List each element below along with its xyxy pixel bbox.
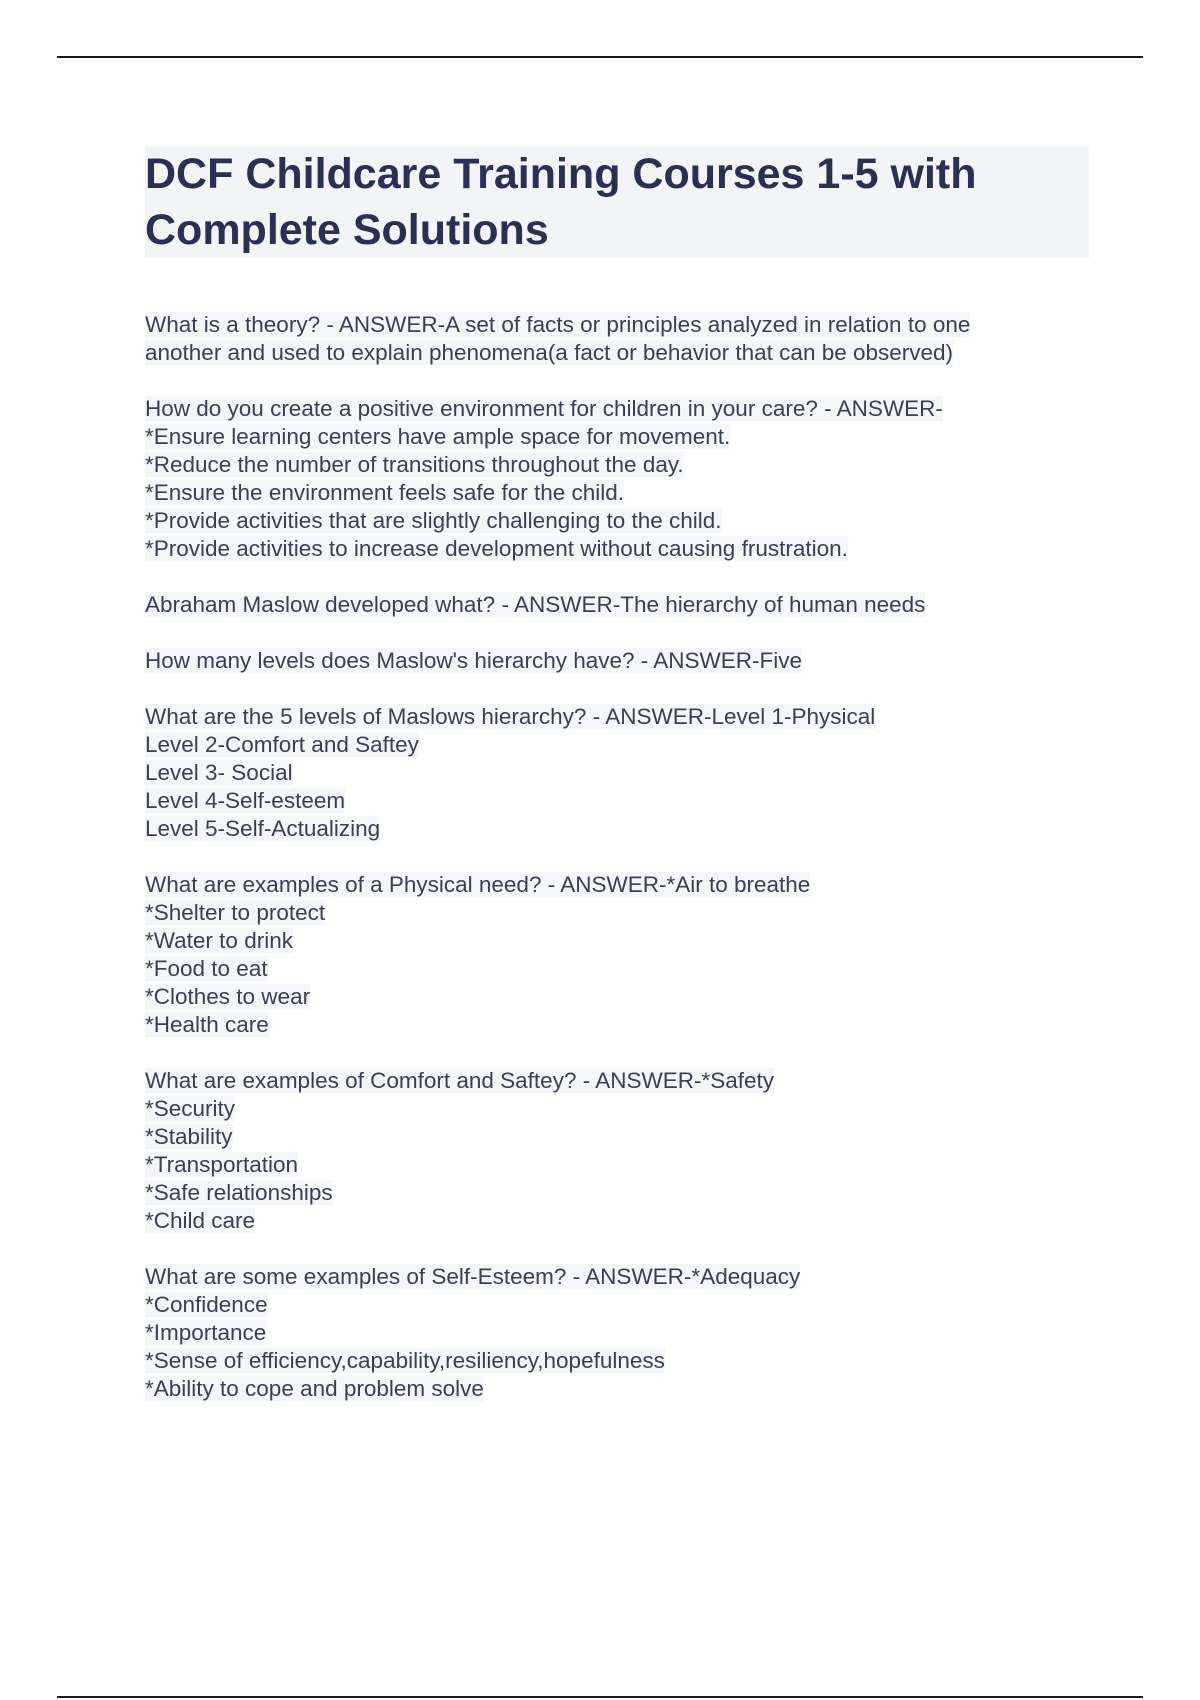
document-title-line-2: Complete Solutions bbox=[145, 206, 549, 254]
qa-line-text: Level 3- Social bbox=[145, 760, 293, 785]
header-rule bbox=[57, 56, 1143, 58]
qa-line-text: *Sense of efficiency,capability,resiliency,hopefulness bbox=[145, 1348, 665, 1373]
qa-item bbox=[145, 591, 1075, 619]
footer-rule bbox=[57, 1696, 1143, 1698]
qa-line-text: Level 5-Self-Actualizing bbox=[145, 816, 381, 841]
qa-answer-line bbox=[145, 731, 1075, 759]
qa-item bbox=[145, 871, 1075, 1039]
qa-answer-line bbox=[145, 787, 1075, 815]
qa-answer-line bbox=[145, 1123, 1075, 1151]
qa-line-text: *Water to drink bbox=[145, 928, 293, 953]
qa-question-line bbox=[145, 395, 1075, 423]
qa-answer-line bbox=[145, 1347, 1075, 1375]
qa-list bbox=[145, 311, 1075, 1431]
qa-question-line bbox=[145, 703, 1075, 731]
qa-item bbox=[145, 1263, 1075, 1403]
qa-line-text: *Food to eat bbox=[145, 956, 268, 981]
document-title bbox=[145, 146, 1089, 258]
qa-line-text: *Transportation bbox=[145, 1152, 298, 1177]
qa-line-text: *Provide activities to increase development without causing frustration. bbox=[145, 536, 848, 561]
qa-line-text: How do you create a positive environment for children in your care? - ANSWER- bbox=[145, 396, 943, 421]
qa-question-line bbox=[145, 647, 1075, 675]
qa-answer-line bbox=[145, 927, 1075, 955]
qa-line-text: What are the 5 levels of Maslows hierarchy? - ANSWER-Level 1-Physical bbox=[145, 704, 876, 729]
qa-answer-line bbox=[145, 535, 1075, 563]
qa-line-text: How many levels does Maslow's hierarchy have? - ANSWER-Five bbox=[145, 648, 803, 673]
qa-answer-line bbox=[145, 451, 1075, 479]
qa-line-text: *Clothes to wear bbox=[145, 984, 311, 1009]
qa-answer-line bbox=[145, 339, 1075, 367]
qa-question-line bbox=[145, 1263, 1075, 1291]
qa-line-text: *Importance bbox=[145, 1320, 267, 1345]
qa-line-text: *Ensure the environment feels safe for the child. bbox=[145, 480, 625, 505]
qa-answer-line bbox=[145, 899, 1075, 927]
qa-line-text: Level 4-Self-esteem bbox=[145, 788, 346, 813]
qa-answer-line bbox=[145, 815, 1075, 843]
document-title-line-1: DCF Childcare Training Courses 1-5 with bbox=[145, 150, 977, 198]
qa-answer-line bbox=[145, 1151, 1075, 1179]
qa-item bbox=[145, 311, 1075, 367]
qa-line-text: What is a theory? - ANSWER-A set of facts or principles analyzed in relation to one bbox=[145, 312, 971, 337]
qa-question-line bbox=[145, 1067, 1075, 1095]
qa-item bbox=[145, 1067, 1075, 1235]
qa-question-line bbox=[145, 311, 1075, 339]
qa-line-text: *Safe relationships bbox=[145, 1180, 333, 1205]
qa-answer-line bbox=[145, 1375, 1075, 1403]
qa-line-text: *Ability to cope and problem solve bbox=[145, 1376, 484, 1401]
qa-answer-line bbox=[145, 1011, 1075, 1039]
qa-line-text: another and used to explain phenomena(a fact or behavior that can be observed) bbox=[145, 340, 954, 365]
qa-question-line bbox=[145, 871, 1075, 899]
qa-answer-line bbox=[145, 759, 1075, 787]
qa-item bbox=[145, 395, 1075, 563]
qa-line-text: *Stability bbox=[145, 1124, 233, 1149]
qa-answer-line bbox=[145, 1291, 1075, 1319]
qa-answer-line bbox=[145, 1179, 1075, 1207]
qa-answer-line bbox=[145, 423, 1075, 451]
qa-answer-line bbox=[145, 1207, 1075, 1235]
qa-line-text: *Security bbox=[145, 1096, 236, 1121]
qa-line-text: *Ensure learning centers have ample space for movement. bbox=[145, 424, 731, 449]
qa-line-text: *Reduce the number of transitions throughout the day. bbox=[145, 452, 684, 477]
qa-line-text: What are some examples of Self-Esteem? - ANSWER-*Adequacy bbox=[145, 1264, 801, 1289]
qa-answer-line bbox=[145, 507, 1075, 535]
qa-line-text: *Provide activities that are slightly challenging to the child. bbox=[145, 508, 722, 533]
qa-answer-line bbox=[145, 955, 1075, 983]
qa-answer-line bbox=[145, 1095, 1075, 1123]
qa-line-text: What are examples of Comfort and Saftey? - ANSWER-*Safety bbox=[145, 1068, 775, 1093]
qa-answer-line bbox=[145, 479, 1075, 507]
qa-answer-line bbox=[145, 983, 1075, 1011]
qa-item bbox=[145, 647, 1075, 675]
qa-answer-line bbox=[145, 1319, 1075, 1347]
qa-line-text: Abraham Maslow developed what? - ANSWER-The hierarchy of human needs bbox=[145, 592, 926, 617]
qa-question-line bbox=[145, 591, 1075, 619]
qa-line-text: *Confidence bbox=[145, 1292, 268, 1317]
qa-line-text: *Child care bbox=[145, 1208, 256, 1233]
qa-item bbox=[145, 703, 1075, 843]
qa-line-text: *Shelter to protect bbox=[145, 900, 326, 925]
qa-line-text: Level 2-Comfort and Saftey bbox=[145, 732, 419, 757]
qa-line-text: What are examples of a Physical need? - ANSWER-*Air to breathe bbox=[145, 872, 811, 897]
qa-line-text: *Health care bbox=[145, 1012, 269, 1037]
